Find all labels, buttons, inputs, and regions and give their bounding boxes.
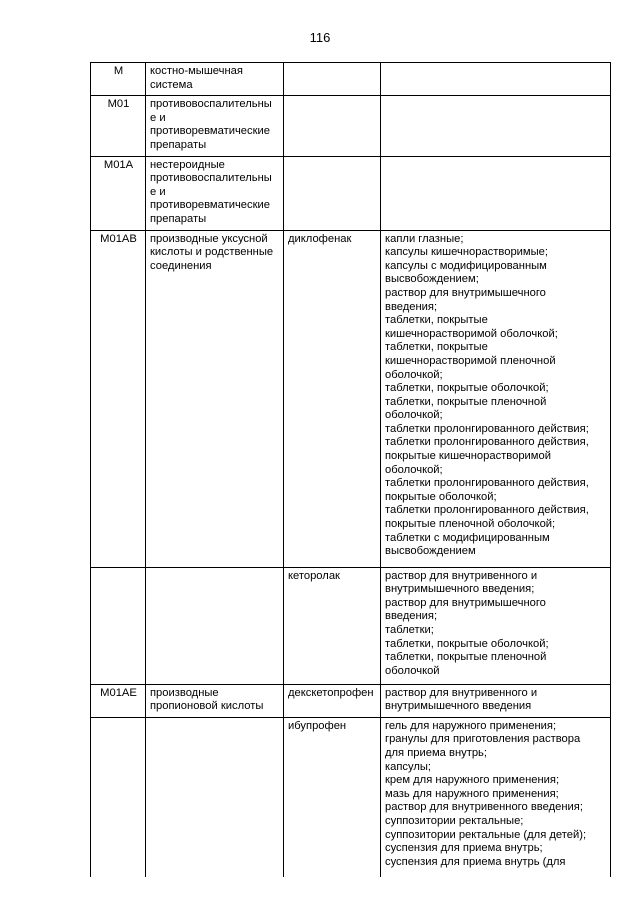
table-row [91, 684, 611, 717]
cell-line: производные уксусной [150, 232, 268, 245]
cell-line: костно-мышечная [150, 65, 243, 77]
cell-line: покрытые кишечнорастворимой [385, 450, 551, 463]
cell-line: раствор для внутривенного введения; [385, 801, 583, 814]
substance-cell: ибупрофен [284, 717, 381, 877]
cell-line: пропионовой кислоты [150, 700, 264, 713]
group-name-cell [146, 567, 284, 684]
drug-table [90, 62, 611, 877]
cell-line: оболочкой; [385, 409, 443, 422]
cell-line: таблетки с модифицированным [385, 531, 550, 544]
dosage-forms-cell [381, 96, 611, 156]
group-name-cell [146, 230, 284, 567]
cell-line: гель для наружного применения; [385, 719, 557, 732]
cell-line: капсулы; [385, 760, 432, 773]
cell-line: противовоспалительны [150, 172, 272, 185]
atc-code-cell: M01A [91, 156, 146, 230]
atc-code-cell [91, 567, 146, 684]
dosage-forms-cell [381, 567, 611, 684]
atc-code-cell: M01 [91, 96, 146, 156]
cell-line: раствор для внутривенного и [385, 686, 538, 699]
substance-cell [284, 156, 381, 230]
atc-code-cell: M01AE [91, 684, 146, 717]
cell-line: соединения [150, 259, 212, 272]
table-row [91, 567, 611, 684]
substance-cell: декскетопрофен [284, 684, 381, 717]
cell-line: высвобождением; [385, 273, 479, 286]
cell-line: суппозитории ректальные; [385, 814, 524, 827]
cell-line: гранулы для приготовления раствора [385, 733, 581, 746]
cell-line: раствор для внутримышечного [385, 596, 546, 609]
cell-line: суппозитории ректальные (для детей); [385, 828, 587, 841]
group-name-cell [146, 684, 284, 717]
dosage-forms-cell [381, 684, 611, 717]
substance-cell: диклофенак [284, 230, 381, 567]
cell-line: для приема внутрь; [385, 746, 487, 759]
table-row [91, 156, 611, 230]
cell-line: таблетки, покрытые оболочкой; [385, 637, 549, 650]
substance-cell: кеторолак [284, 567, 381, 684]
cell-line: нестероидные [150, 158, 225, 171]
cell-line: введения; [385, 610, 438, 623]
cell-line: суспензия для приема внутрь; [385, 842, 543, 855]
cell-line: оболочкой; [385, 368, 443, 381]
substance-cell [284, 63, 381, 96]
cell-line: высвобождением [385, 545, 476, 558]
cell-line: мазь для наружного применения; [385, 787, 559, 800]
cell-line: внутримышечного введения; [385, 583, 535, 596]
cell-line: таблетки пролонгированного действия, [385, 477, 589, 490]
atc-code-cell: M01AB [91, 230, 146, 567]
substance-cell [284, 96, 381, 156]
dosage-forms-cell [381, 717, 611, 877]
cell-line: капсулы с модифицированным [385, 259, 547, 272]
group-name-cell [146, 717, 284, 877]
dosage-forms-cell [381, 230, 611, 567]
group-name-cell [146, 156, 284, 230]
cell-line: покрытые оболочкой; [385, 490, 497, 503]
table-row [91, 63, 611, 96]
cell-line: таблетки; [385, 623, 434, 636]
cell-line: таблетки, покрытые пленочной [385, 395, 547, 408]
table-row [91, 230, 611, 567]
cell-line: введения; [385, 300, 438, 313]
cell-line: суспензия для приема внутрь (для [385, 855, 566, 868]
cell-line: таблетки, покрытые [385, 314, 488, 327]
table-row [91, 96, 611, 156]
cell-line: препараты [150, 212, 207, 225]
cell-line: оболочкой; [385, 463, 443, 476]
cell-line: таблетки пролонгированного действия, [385, 436, 589, 449]
cell-line: противовоспалительны [150, 98, 272, 111]
dosage-forms-cell [381, 63, 611, 96]
group-name-cell [146, 96, 284, 156]
cell-line: капли глазные; [385, 232, 464, 245]
cell-line: крем для наружного применения; [385, 774, 560, 787]
cell-line: кишечнорастворимой оболочкой; [385, 327, 558, 340]
cell-line: внутримышечного введения [385, 700, 532, 713]
atc-code-cell [91, 717, 146, 877]
cell-line: капсулы кишечнорастворимые; [385, 246, 548, 259]
cell-line: раствор для внутривенного и [385, 569, 538, 582]
cell-line: кишечнорастворимой пленочной [385, 354, 556, 367]
cell-line: таблетки, покрытые [385, 341, 488, 354]
cell-line: система [150, 78, 193, 91]
cell-line: таблетки пролонгированного действия, [385, 504, 589, 517]
cell-line: таблетки, покрытые пленочной [385, 651, 547, 664]
cell-line: производные [150, 686, 219, 699]
cell-line: е и [150, 185, 166, 198]
cell-line: е и [150, 111, 166, 124]
cell-line: раствор для внутримышечного [385, 286, 546, 299]
page-number: 116 [309, 30, 331, 45]
cell-line: препараты [150, 138, 207, 151]
cell-line: таблетки пролонгированного действия; [385, 422, 589, 435]
cell-line: противоревматические [150, 199, 270, 212]
cell-line: таблетки, покрытые оболочкой; [385, 382, 549, 395]
table-row [91, 717, 611, 877]
cell-line: кислоты и родственные [150, 246, 274, 259]
cell-line: оболочкой [385, 664, 440, 677]
group-name-cell [146, 63, 284, 96]
dosage-forms-cell [381, 156, 611, 230]
atc-code-cell: M [91, 63, 146, 96]
cell-line: противоревматические [150, 125, 270, 138]
cell-line: покрытые пленочной оболочкой; [385, 518, 556, 531]
